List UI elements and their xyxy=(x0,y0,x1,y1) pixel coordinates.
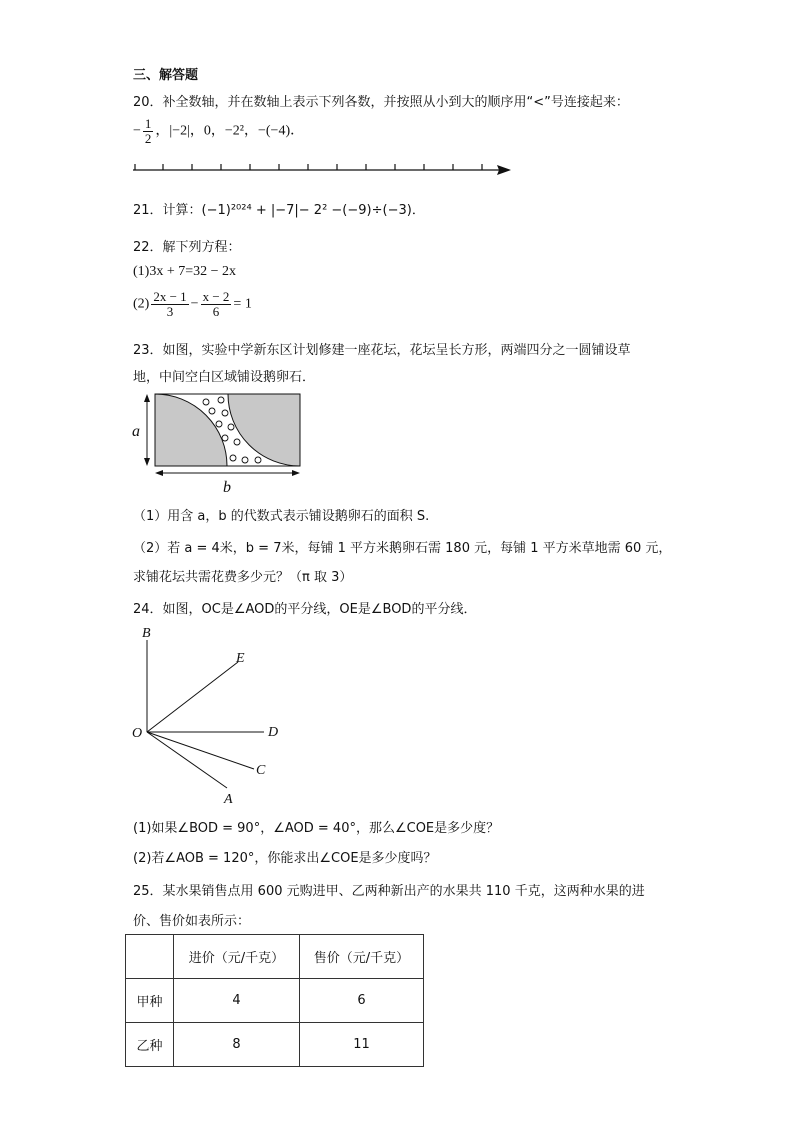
label-O: O xyxy=(132,726,143,741)
q24-text: 24．如图，OC是∠AOD的平分线，OE是∠BOD的平分线． xyxy=(133,602,477,617)
q22-eq2-mid: − xyxy=(190,296,199,312)
label-A: A xyxy=(224,792,233,807)
q23-sub1: （1）用含 a，b 的代数式表示铺设鹅卵石的面积 S. xyxy=(133,509,430,524)
number-line xyxy=(133,160,513,180)
table-row xyxy=(126,1023,424,1067)
q23-sub2b: 求铺花坛共需花费多少元？（π 取 3） xyxy=(133,570,353,585)
label-a: a xyxy=(132,423,140,440)
arrow-up-icon xyxy=(144,394,150,402)
q25-line2: 价、售价如表所示： xyxy=(133,914,251,929)
q20-frac-num: 1 xyxy=(144,116,152,131)
q22-eq1: (1)3x + 7=32 − 2x xyxy=(133,264,237,279)
angle-figure xyxy=(128,622,298,807)
table-cell: 11 xyxy=(300,1023,424,1067)
q22-f1-num: 2x − 1 xyxy=(153,289,187,304)
table-header-cell: 进价（元/千克） xyxy=(174,935,300,979)
q20-text: 20．补全数轴，并在数轴上表示下列各数，并按照从小到大的顺序用“<”号连接起来： xyxy=(133,95,629,110)
table-cell: 甲种 xyxy=(126,979,174,1023)
q21-text: 21．计算：(−1)²⁰²⁴ + |−7|− 2² −(−9)÷(−3)． xyxy=(133,203,425,218)
label-C: C xyxy=(256,763,266,778)
arrow-left-icon xyxy=(155,470,163,476)
q25-line1: 25．某水果销售点用 600 元购进甲、乙两种新出产的水果共 110 千克，这两种水果的进 xyxy=(133,884,645,899)
q22-eq2-prefix: (2) xyxy=(133,296,150,312)
q20-fraction xyxy=(143,117,154,145)
q20-frac-den: 2 xyxy=(144,130,152,146)
rays xyxy=(147,640,264,788)
q22-f2-den: 6 xyxy=(212,303,220,319)
label-b: b xyxy=(223,479,231,496)
section-title: 三、解答题 xyxy=(133,68,199,83)
q24-sub1: (1)如果∠BOD = 90°，∠AOD = 40°，那么∠COE是多少度？ xyxy=(133,821,500,836)
q22-f1-den: 3 xyxy=(166,303,174,319)
arrow-down-icon xyxy=(144,458,150,466)
q22-eq2-frac1 xyxy=(151,290,188,318)
label-E: E xyxy=(236,651,245,666)
table-cell: 6 xyxy=(300,979,424,1023)
number-line-ticks xyxy=(135,164,482,170)
label-B: B xyxy=(142,626,151,641)
table-header-row xyxy=(126,935,424,979)
arrow-icon xyxy=(497,165,511,175)
q22-text: 22．解下列方程： xyxy=(133,240,241,255)
arrow-right-icon xyxy=(292,470,300,476)
table-row xyxy=(126,979,424,1023)
q23-line1: 23．如图，实验中学新东区计划修建一座花坛，花坛呈长方形，两端四分之一圆铺设草 xyxy=(133,343,631,358)
q22-f2-num: x − 2 xyxy=(202,289,230,304)
q22-eq2-rhs: = 1 xyxy=(233,296,252,312)
q23-sub2: （2）若 a = 4米，b = 7米，每铺 1 平方米鹅卵石需 180 元，每铺 1 平方米草地需 60 元， xyxy=(133,541,672,556)
table-cell: 8 xyxy=(174,1023,300,1067)
q22-eq2-frac2 xyxy=(201,290,232,318)
q24-sub2: (2)若∠AOB = 120°，你能求出∠COE是多少度吗？ xyxy=(133,851,437,866)
table-cell: 4 xyxy=(174,979,300,1023)
label-D: D xyxy=(268,725,279,740)
table-cell: 乙种 xyxy=(126,1023,174,1067)
q23-line2: 地，中间空白区域铺设鹅卵石． xyxy=(133,370,316,385)
q20-expression: − $\frac{1}{2}$ ，|−2|，0，−2²，−(−4)． xyxy=(133,116,305,146)
flowerbed-figure xyxy=(125,386,315,496)
price-table xyxy=(125,934,424,1067)
table-header-cell xyxy=(126,935,174,979)
q20-expr-rest: ，|−2|，0，−2²，−(−4)． xyxy=(155,123,305,139)
table-header-cell: 售价（元/千克） xyxy=(300,935,424,979)
q22-eq2 xyxy=(133,290,252,318)
